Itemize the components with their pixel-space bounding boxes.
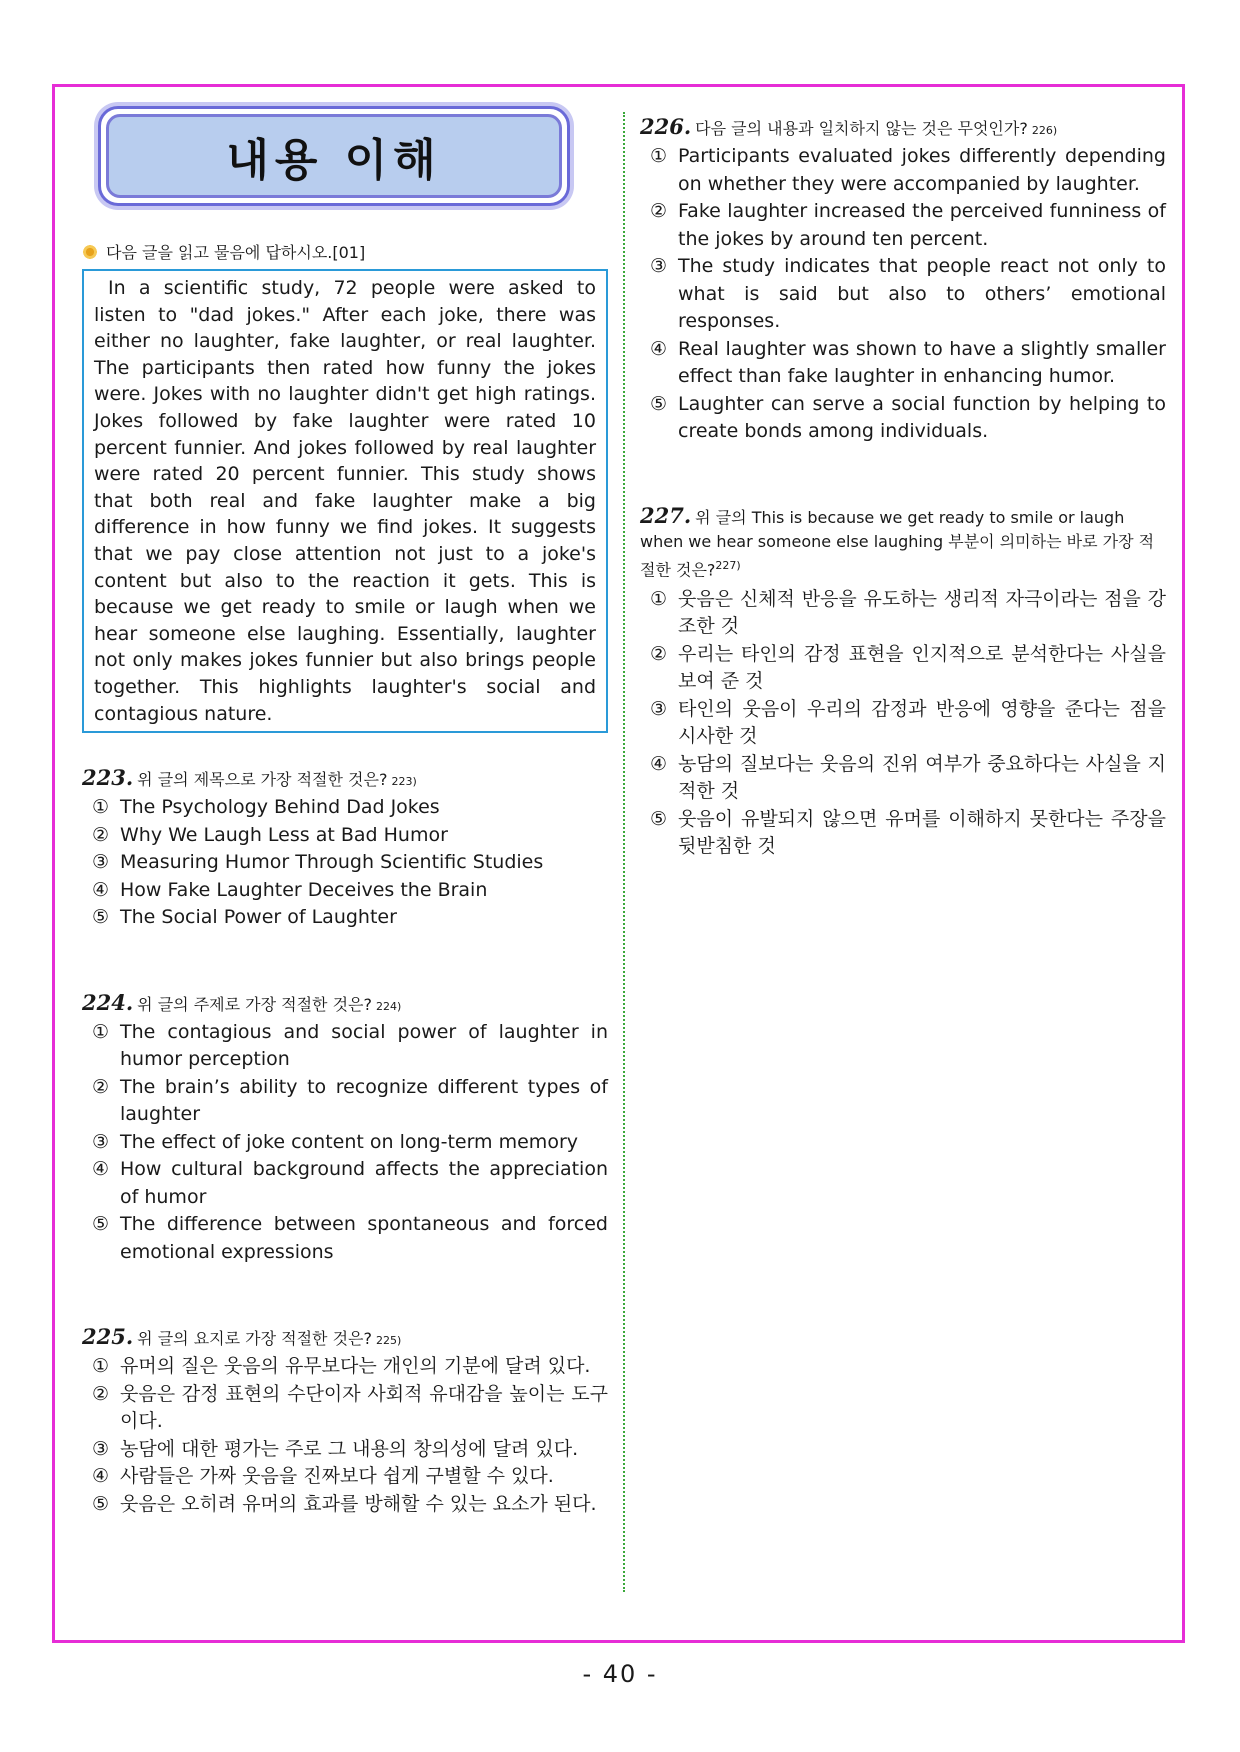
option-1[interactable]: ① 웃음은 신체적 반응을 유도하는 생리적 자극이라는 점을 강조한 것 (650, 587, 1166, 638)
question-number: 223. (82, 765, 134, 791)
question-header (82, 1324, 608, 1349)
instruction-text: 다음 글을 읽고 물음에 답하시오.[01] (106, 243, 366, 262)
question-number: 227. (640, 502, 692, 528)
option-4[interactable]: ④ 사람들은 가짜 웃음을 진짜보다 쉽게 구별할 수 있다. (92, 1465, 554, 1488)
question-header (640, 504, 1166, 582)
option-list (82, 794, 608, 932)
option-list (82, 1353, 608, 1518)
option-3[interactable]: ③ 농담에 대한 평가는 주로 그 내용의 창의성에 달려 있다. (92, 1437, 579, 1460)
question-number: 224. (82, 989, 134, 1015)
option-4[interactable]: ④ 농담의 질보다는 웃음의 진위 여부가 중요하다는 사실을 지적한 것 (650, 752, 1166, 803)
question-header (82, 990, 608, 1015)
option-2[interactable]: ② The brain’s ability to recognize different types of laughter (92, 1075, 608, 1126)
option-5[interactable]: ⑤ Laughter can serve a social function by helping to create bonds among individuals. (650, 392, 1166, 442)
option-2[interactable]: ② 우리는 타인의 감정 표현을 인지적으로 분석한다는 사실을 보여 준 것 (650, 642, 1166, 693)
section-title-box (98, 106, 570, 206)
option-3[interactable]: ③ The effect of joke content on long-term memory (92, 1130, 578, 1153)
question-227 (640, 504, 1166, 861)
footnote-ref: 224) (376, 999, 402, 1013)
question-226 (640, 114, 1166, 446)
question-number: 226. (640, 114, 692, 139)
option-3[interactable]: ③ The study indicates that people react not only to what is said but also to others’ emotional responses. (650, 255, 1166, 332)
question-prompt: 위 글의 주제로 가장 적절한 것은? (137, 994, 373, 1014)
option-list (82, 1019, 608, 1267)
question-prompt: 위 글의 제목으로 가장 적절한 것은? (137, 770, 388, 790)
option-5[interactable]: ⑤ The Social Power of Laughter (92, 906, 397, 929)
reading-passage: In a scientific study, 72 people were asked to listen to "dad jokes." After each joke, there was either no laughter, fake laughter, or real laughter. The participants then rated how funny the jokes were. Jokes with no laughter didn't get high ratings. Jokes followed by fake laughter were rated 10 percent funnier. And jokes followed by real laughter were rated 20 percent funnier. This study shows that both real and fake laughter make a big difference in how funny we find jokes. It suggests that we pay close attention not just to a joke's content but also to the reaction it gets. This is because we get ready to smile or laugh when we hear someone else laughing. Essentially, laughter not only makes jokes funnier but also brings people together. This highlights laughter's social and contagious nature. (82, 269, 608, 733)
question-223 (82, 765, 608, 932)
option-4[interactable]: ④ Real laughter was shown to have a slightly smaller effect than fake laughter in enhancing humor. (650, 337, 1166, 387)
option-3[interactable]: ③ Measuring Humor Through Scientific Studies (92, 851, 544, 874)
option-2[interactable]: ② 웃음은 감정 표현의 수단이자 사회적 유대감을 높이는 도구이다. (92, 1382, 608, 1433)
right-column (640, 106, 1166, 861)
option-2[interactable]: ② Fake laughter increased the perceived funniness of the jokes by around ten percent. (650, 200, 1166, 250)
footnote-ref: 223) (391, 775, 417, 789)
option-4[interactable]: ④ How Fake Laughter Deceives the Brain (92, 878, 488, 901)
column-divider (623, 112, 625, 1592)
question-225 (82, 1324, 608, 1518)
option-4[interactable]: ④ How cultural background affects the appreciation of humor (92, 1158, 608, 1208)
option-3[interactable]: ③ 타인의 웃음이 우리의 감정과 반응에 영향을 준다는 점을 시사한 것 (650, 697, 1166, 748)
option-2[interactable]: ② Why We Laugh Less at Bad Humor (92, 823, 448, 846)
option-5[interactable]: ⑤ The difference between spontaneous and forced emotional expressions (92, 1213, 608, 1263)
section-title: 내용 이해 (106, 114, 562, 198)
footnote-ref: 225) (376, 1334, 402, 1348)
option-1[interactable]: ① Participants evaluated jokes differently depending on whether they were accompanied by laughter. (650, 145, 1166, 195)
footnote-ref: 227) (715, 558, 741, 572)
left-column (82, 106, 608, 1518)
question-header (82, 765, 608, 790)
footnote-ref: 226) (1031, 124, 1058, 137)
option-1[interactable]: ① 유머의 질은 웃음의 유무보다는 개인의 기분에 달려 있다. (92, 1355, 591, 1378)
flower-icon (82, 244, 98, 260)
instruction (82, 240, 608, 263)
option-5[interactable]: ⑤ 웃음이 유발되지 않으면 유머를 이해하지 못한다는 주장을 뒷받침한 것 (650, 807, 1166, 858)
question-header (640, 114, 1166, 139)
question-number: 225. (82, 1324, 134, 1350)
question-prompt: 위 글의 This is because we get ready to smile or laugh when we hear someone else laughing 부분이 의미하는 바로 가장 적절한 것은? (640, 507, 1155, 579)
option-list (640, 586, 1166, 861)
question-prompt: 다음 글의 내용과 일치하지 않는 것은 무엇인가? (695, 119, 1028, 138)
option-5[interactable]: ⑤ 웃음은 오히려 유머의 효과를 방해할 수 있는 요소가 된다. (92, 1492, 597, 1515)
option-1[interactable]: ① The contagious and social power of laughter in humor perception (92, 1020, 608, 1071)
option-list (640, 143, 1166, 446)
option-1[interactable]: ① The Psychology Behind Dad Jokes (92, 796, 440, 819)
question-prompt: 위 글의 요지로 가장 적절한 것은? (137, 1329, 373, 1349)
page-number: - 40 - (582, 1660, 658, 1688)
question-224 (82, 990, 608, 1267)
